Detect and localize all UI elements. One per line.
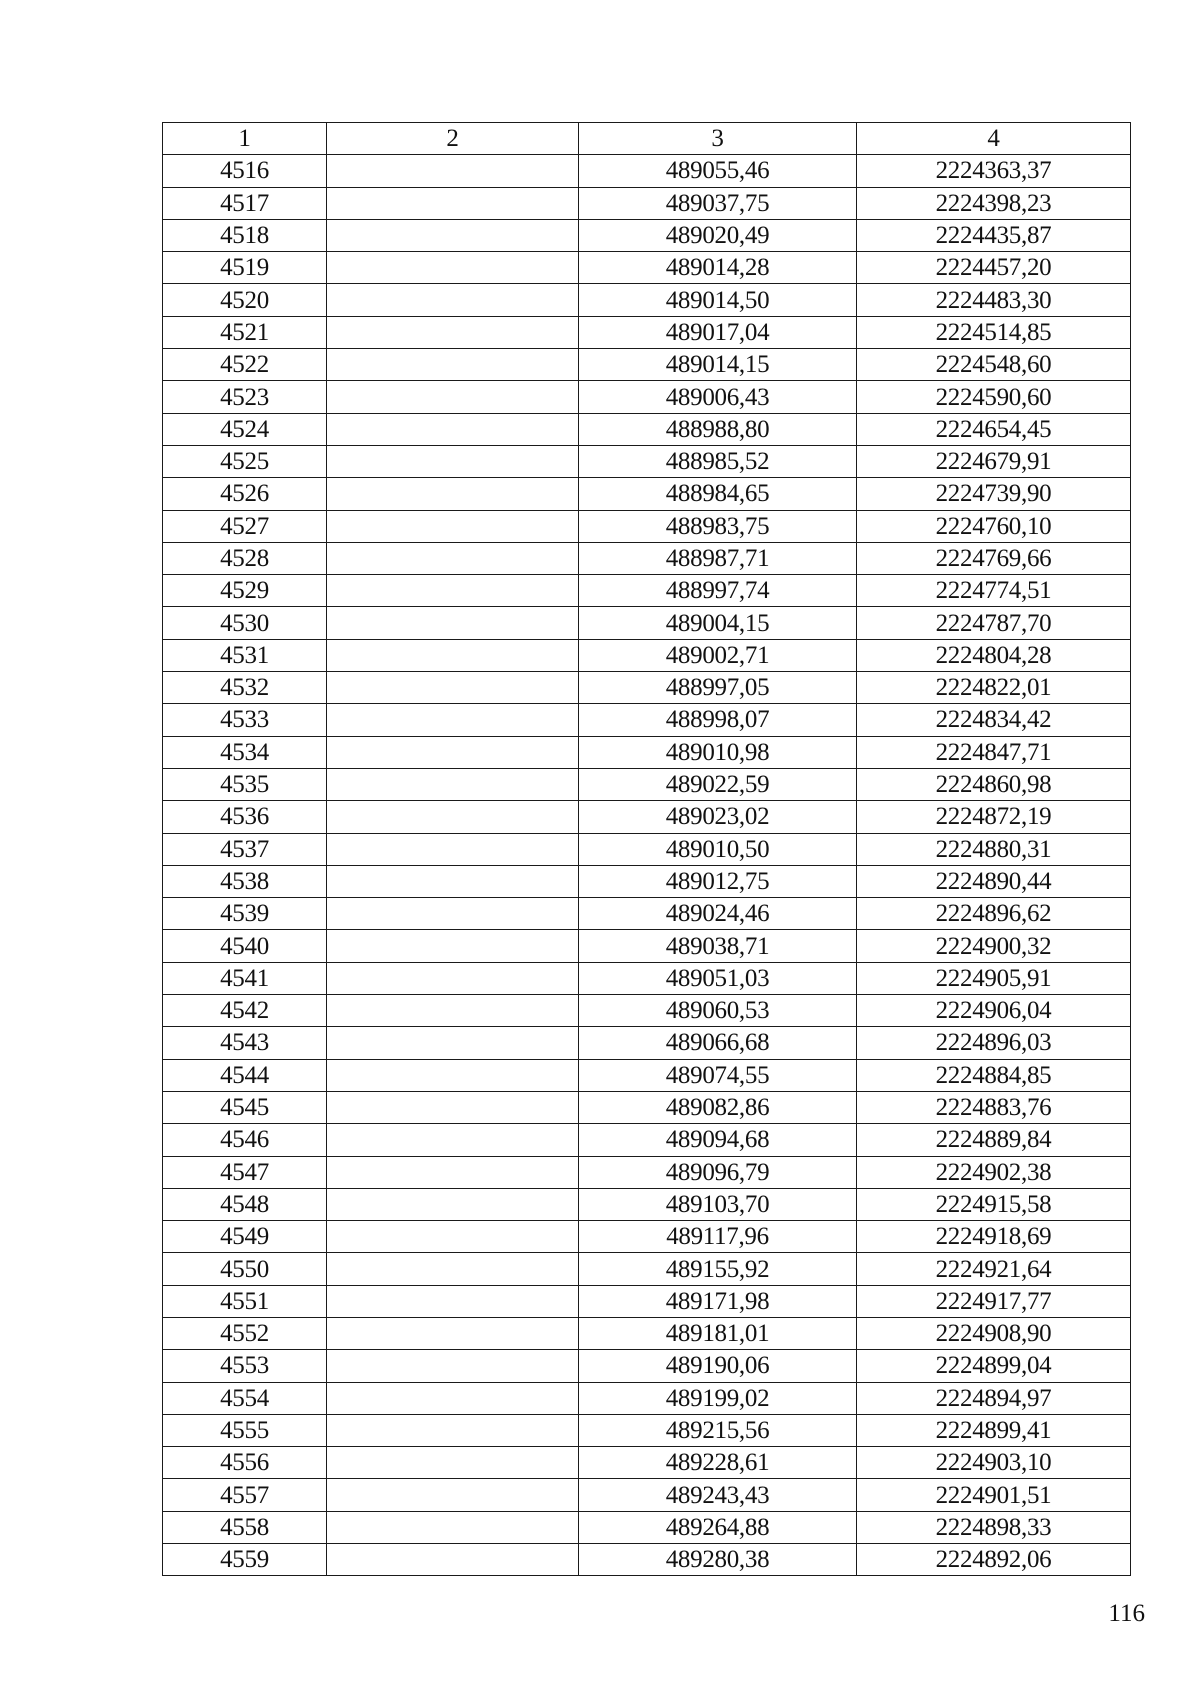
y-coordinate-cell: 2224739,90 [857,478,1131,510]
x-coordinate-cell: 489243,43 [579,1479,857,1511]
table-row [163,930,1131,962]
x-coordinate-cell: 489010,98 [579,736,857,768]
x-coordinate-cell: 489010,50 [579,833,857,865]
point-number-cell: 4526 [163,478,327,510]
column-2-cell [327,1511,579,1543]
point-number-cell: 4556 [163,1447,327,1479]
x-coordinate-cell: 489215,56 [579,1414,857,1446]
x-coordinate-cell: 489074,55 [579,1059,857,1091]
table-row [163,1479,1131,1511]
point-number-cell: 4552 [163,1317,327,1349]
table-header [163,123,1131,155]
column-2-cell [327,1350,579,1382]
x-coordinate-cell: 488984,65 [579,478,857,510]
y-coordinate-cell: 2224896,03 [857,1027,1131,1059]
column-2-cell [327,445,579,477]
column-2-cell [327,1447,579,1479]
coordinates-table [162,122,1131,1576]
table-row [163,187,1131,219]
table-row [163,1285,1131,1317]
x-coordinate-cell: 488988,80 [579,413,857,445]
column-2-cell [327,155,579,187]
table-row [163,1124,1131,1156]
table-row [163,349,1131,381]
point-number-cell: 4524 [163,413,327,445]
table-row [163,1027,1131,1059]
column-2-cell [327,187,579,219]
x-coordinate-cell: 489280,38 [579,1544,857,1576]
table-row [163,1382,1131,1414]
point-number-cell: 4547 [163,1156,327,1188]
table-row [163,1059,1131,1091]
table-row [163,1156,1131,1188]
point-number-cell: 4545 [163,1091,327,1123]
y-coordinate-cell: 2224363,37 [857,155,1131,187]
y-coordinate-cell: 2224860,98 [857,768,1131,800]
x-coordinate-cell: 489023,02 [579,801,857,833]
point-number-cell: 4516 [163,155,327,187]
column-2-cell [327,898,579,930]
column-2-cell [327,1188,579,1220]
x-coordinate-cell: 489022,59 [579,768,857,800]
x-coordinate-cell: 488997,74 [579,575,857,607]
point-number-cell: 4535 [163,768,327,800]
x-coordinate-cell: 489020,49 [579,219,857,251]
column-2-cell [327,768,579,800]
x-coordinate-cell: 489199,02 [579,1382,857,1414]
y-coordinate-cell: 2224917,77 [857,1285,1131,1317]
y-coordinate-cell: 2224918,69 [857,1221,1131,1253]
point-number-cell: 4543 [163,1027,327,1059]
y-coordinate-cell: 2224903,10 [857,1447,1131,1479]
table-row [163,768,1131,800]
point-number-cell: 4542 [163,995,327,1027]
point-number-cell: 4523 [163,381,327,413]
y-coordinate-cell: 2224679,91 [857,445,1131,477]
y-coordinate-cell: 2224921,64 [857,1253,1131,1285]
table-row [163,1253,1131,1285]
column-2-cell [327,1253,579,1285]
y-coordinate-cell: 2224899,41 [857,1414,1131,1446]
y-coordinate-cell: 2224883,76 [857,1091,1131,1123]
page-number: 116 [1108,1600,1145,1627]
point-number-cell: 4519 [163,252,327,284]
table-row [163,704,1131,736]
point-number-cell: 4551 [163,1285,327,1317]
table-row [163,607,1131,639]
point-number-cell: 4531 [163,639,327,671]
column-2-cell [327,1317,579,1349]
column-2-cell [327,510,579,542]
x-coordinate-cell: 489051,03 [579,962,857,994]
table-row [163,381,1131,413]
y-coordinate-cell: 2224908,90 [857,1317,1131,1349]
point-number-cell: 4533 [163,704,327,736]
x-coordinate-cell: 488985,52 [579,445,857,477]
table-row [163,1188,1131,1220]
column-2-cell [327,219,579,251]
column-2-cell [327,1059,579,1091]
y-coordinate-cell: 2224769,66 [857,542,1131,574]
y-coordinate-cell: 2224760,10 [857,510,1131,542]
table-row [163,219,1131,251]
y-coordinate-cell: 2224892,06 [857,1544,1131,1576]
point-number-cell: 4553 [163,1350,327,1382]
y-coordinate-cell: 2224906,04 [857,995,1131,1027]
column-2-cell [327,930,579,962]
column-2-cell [327,962,579,994]
y-coordinate-cell: 2224822,01 [857,672,1131,704]
x-coordinate-cell: 489264,88 [579,1511,857,1543]
table-row [163,865,1131,897]
point-number-cell: 4534 [163,736,327,768]
point-number-cell: 4540 [163,930,327,962]
table-row [163,1414,1131,1446]
y-coordinate-cell: 2224884,85 [857,1059,1131,1091]
table-row [163,510,1131,542]
column-2-cell [327,575,579,607]
column-2-cell [327,1027,579,1059]
point-number-cell: 4521 [163,316,327,348]
x-coordinate-cell: 488983,75 [579,510,857,542]
table-row [163,1221,1131,1253]
point-number-cell: 4539 [163,898,327,930]
column-2-cell [327,607,579,639]
column-2-cell [327,381,579,413]
column-2-cell [327,639,579,671]
table-row [163,1447,1131,1479]
point-number-cell: 4544 [163,1059,327,1091]
x-coordinate-cell: 489082,86 [579,1091,857,1123]
point-number-cell: 4527 [163,510,327,542]
column-2-cell [327,478,579,510]
y-coordinate-cell: 2224915,58 [857,1188,1131,1220]
point-number-cell: 4559 [163,1544,327,1576]
column-2-cell [327,1382,579,1414]
column-header: 4 [857,123,1131,155]
header-row [163,123,1131,155]
point-number-cell: 4538 [163,865,327,897]
x-coordinate-cell: 489096,79 [579,1156,857,1188]
x-coordinate-cell: 489014,15 [579,349,857,381]
column-2-cell [327,349,579,381]
point-number-cell: 4549 [163,1221,327,1253]
column-2-cell [327,252,579,284]
point-number-cell: 4532 [163,672,327,704]
point-number-cell: 4520 [163,284,327,316]
x-coordinate-cell: 489024,46 [579,898,857,930]
column-2-cell [327,1124,579,1156]
y-coordinate-cell: 2224590,60 [857,381,1131,413]
column-2-cell [327,284,579,316]
column-header: 3 [579,123,857,155]
table-row [163,995,1131,1027]
point-number-cell: 4529 [163,575,327,607]
x-coordinate-cell: 489060,53 [579,995,857,1027]
table-row [163,1317,1131,1349]
point-number-cell: 4548 [163,1188,327,1220]
point-number-cell: 4522 [163,349,327,381]
column-2-cell [327,542,579,574]
column-header: 1 [163,123,327,155]
y-coordinate-cell: 2224457,20 [857,252,1131,284]
x-coordinate-cell: 489038,71 [579,930,857,962]
x-coordinate-cell: 489190,06 [579,1350,857,1382]
point-number-cell: 4558 [163,1511,327,1543]
y-coordinate-cell: 2224902,38 [857,1156,1131,1188]
point-number-cell: 4528 [163,542,327,574]
column-2-cell [327,1414,579,1446]
column-2-cell [327,833,579,865]
x-coordinate-cell: 489014,28 [579,252,857,284]
point-number-cell: 4537 [163,833,327,865]
y-coordinate-cell: 2224894,97 [857,1382,1131,1414]
table-row [163,445,1131,477]
y-coordinate-cell: 2224899,04 [857,1350,1131,1382]
table-row [163,542,1131,574]
x-coordinate-cell: 489066,68 [579,1027,857,1059]
column-2-cell [327,801,579,833]
x-coordinate-cell: 489103,70 [579,1188,857,1220]
column-2-cell [327,1285,579,1317]
y-coordinate-cell: 2224435,87 [857,219,1131,251]
x-coordinate-cell: 489002,71 [579,639,857,671]
y-coordinate-cell: 2224890,44 [857,865,1131,897]
point-number-cell: 4518 [163,219,327,251]
table-row [163,1511,1131,1543]
table-row [163,898,1131,930]
y-coordinate-cell: 2224905,91 [857,962,1131,994]
column-2-cell [327,1479,579,1511]
table-row [163,833,1131,865]
table-row [163,284,1131,316]
x-coordinate-cell: 489055,46 [579,155,857,187]
y-coordinate-cell: 2224898,33 [857,1511,1131,1543]
column-2-cell [327,736,579,768]
table-row [163,478,1131,510]
table-row [163,252,1131,284]
y-coordinate-cell: 2224847,71 [857,736,1131,768]
table-row [163,316,1131,348]
y-coordinate-cell: 2224880,31 [857,833,1131,865]
y-coordinate-cell: 2224900,32 [857,930,1131,962]
column-2-cell [327,1091,579,1123]
point-number-cell: 4525 [163,445,327,477]
table-row [163,962,1131,994]
y-coordinate-cell: 2224654,45 [857,413,1131,445]
point-number-cell: 4517 [163,187,327,219]
x-coordinate-cell: 489228,61 [579,1447,857,1479]
column-2-cell [327,995,579,1027]
x-coordinate-cell: 489014,50 [579,284,857,316]
point-number-cell: 4557 [163,1479,327,1511]
x-coordinate-cell: 489181,01 [579,1317,857,1349]
x-coordinate-cell: 488997,05 [579,672,857,704]
y-coordinate-cell: 2224398,23 [857,187,1131,219]
table-row [163,1091,1131,1123]
y-coordinate-cell: 2224901,51 [857,1479,1131,1511]
y-coordinate-cell: 2224514,85 [857,316,1131,348]
column-2-cell [327,672,579,704]
y-coordinate-cell: 2224787,70 [857,607,1131,639]
point-number-cell: 4536 [163,801,327,833]
y-coordinate-cell: 2224896,62 [857,898,1131,930]
column-2-cell [327,1221,579,1253]
table-row [163,801,1131,833]
y-coordinate-cell: 2224774,51 [857,575,1131,607]
y-coordinate-cell: 2224548,60 [857,349,1131,381]
column-2-cell [327,413,579,445]
table-body [163,155,1131,1576]
table-row [163,1544,1131,1576]
x-coordinate-cell: 489004,15 [579,607,857,639]
x-coordinate-cell: 489012,75 [579,865,857,897]
table-row [163,1350,1131,1382]
point-number-cell: 4554 [163,1382,327,1414]
x-coordinate-cell: 489006,43 [579,381,857,413]
column-2-cell [327,1156,579,1188]
y-coordinate-cell: 2224872,19 [857,801,1131,833]
table-row [163,639,1131,671]
y-coordinate-cell: 2224889,84 [857,1124,1131,1156]
table-row [163,736,1131,768]
table-row [163,672,1131,704]
column-2-cell [327,704,579,736]
column-2-cell [327,865,579,897]
x-coordinate-cell: 489155,92 [579,1253,857,1285]
point-number-cell: 4555 [163,1414,327,1446]
x-coordinate-cell: 489171,98 [579,1285,857,1317]
x-coordinate-cell: 489017,04 [579,316,857,348]
x-coordinate-cell: 488998,07 [579,704,857,736]
y-coordinate-cell: 2224834,42 [857,704,1131,736]
table-row [163,413,1131,445]
point-number-cell: 4546 [163,1124,327,1156]
table-row [163,155,1131,187]
column-2-cell [327,1544,579,1576]
y-coordinate-cell: 2224804,28 [857,639,1131,671]
table-row [163,575,1131,607]
point-number-cell: 4541 [163,962,327,994]
column-2-cell [327,316,579,348]
column-header: 2 [327,123,579,155]
point-number-cell: 4550 [163,1253,327,1285]
point-number-cell: 4530 [163,607,327,639]
x-coordinate-cell: 489037,75 [579,187,857,219]
x-coordinate-cell: 489094,68 [579,1124,857,1156]
x-coordinate-cell: 489117,96 [579,1221,857,1253]
y-coordinate-cell: 2224483,30 [857,284,1131,316]
x-coordinate-cell: 488987,71 [579,542,857,574]
